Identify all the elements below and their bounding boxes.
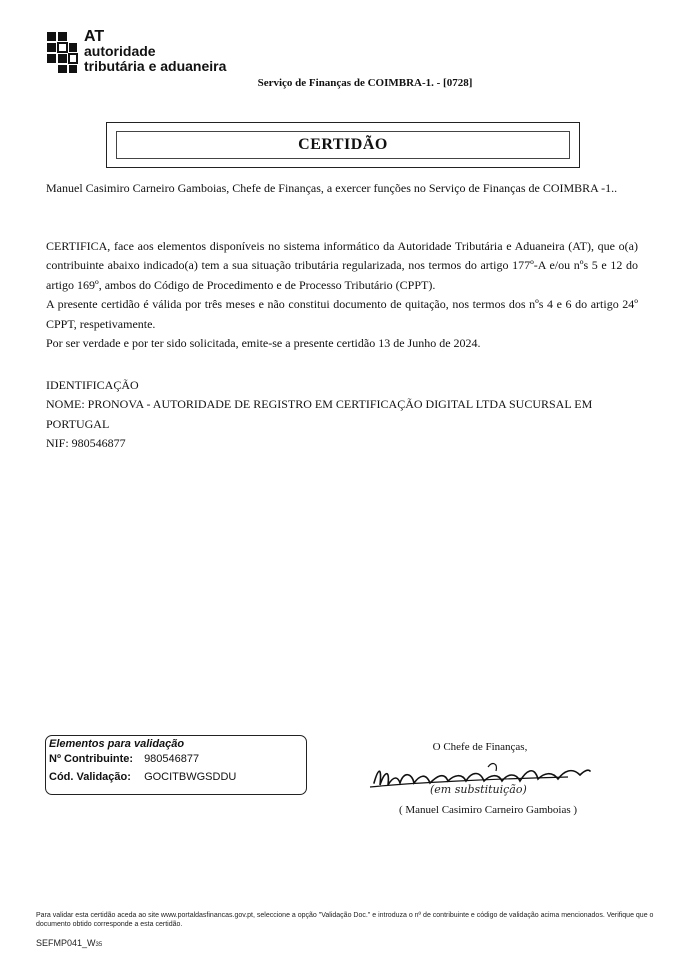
- validade-text: A presente certidão é válida por três meses e não constitui documento de quitação, nos termos dos nºs 4 e 6 do artigo 24º CPPT, respetivamente.: [46, 297, 638, 331]
- form-code: [36, 938, 102, 948]
- title-inner-frame: [116, 131, 570, 159]
- validation-contribuinte-row: [49, 753, 199, 765]
- at-logo: [46, 30, 296, 78]
- footer-validation-note: Para validar esta certidão aceda ao site www.portaldasfinancas.gov.pt, seleccione a opção "Validação Doc." e introduza o nº de contribuinte e código de validação acima mencionados. Verifique que o documento obtido corresponde a esta certidão.: [36, 912, 654, 928]
- logo-line-2: tributária e aduaneira: [84, 58, 227, 74]
- service-office: Serviço de Finanças de COIMBRA-1. - [0728]: [257, 77, 473, 89]
- logo-at-text: AT: [84, 28, 105, 45]
- codigo-value: GOCITBWGSDDU: [144, 771, 237, 783]
- validation-box: [45, 735, 307, 795]
- contribuinte-value: 980546877: [144, 753, 200, 765]
- certification-block: [46, 237, 638, 353]
- form-code-suffix: 35: [95, 942, 103, 948]
- certifica-text: CERTIFICA, face aos elementos disponíveis no sistema informático da Autoridade Tributária e Aduaneira (AT), que o(a) contribuinte abaixo indicado(a) tem a sua situação tributária regularizada, nos termos do artigo 177º-A e/ou nºs 5 e 12 do artigo 169º, ambos do Código de Procedimento e de Processo Tributário (CPPT).: [46, 239, 638, 292]
- validation-title: Elementos para validação: [49, 738, 185, 750]
- title-box: [106, 122, 580, 168]
- form-code-main: SEFMP041_W: [36, 938, 96, 948]
- identification-block: [46, 376, 638, 454]
- chefe-name: ( Manuel Casimiro Carneiro Gamboias ): [398, 804, 578, 816]
- emissao-text: Por ser verdade e por ter sido solicitada, emite-se a presente certidão 13 de Junho de 2024.: [46, 336, 481, 351]
- substitution-note: (em substituição): [430, 783, 527, 796]
- chefe-title: O Chefe de Finanças,: [432, 741, 528, 753]
- at-emblem-icon: [46, 30, 78, 74]
- logo-line-1: autoridade: [84, 43, 156, 59]
- contribuinte-label: Nº Contribuinte:: [49, 753, 134, 765]
- identificacao-nome: NOME: PRONOVA - AUTORIDADE DE REGISTRO EM CERTIFICAÇÃO DIGITAL LTDA SUCURSAL EM PORTUGAL: [46, 397, 593, 431]
- codigo-label: Cód. Validação:: [49, 771, 131, 783]
- identificacao-heading: IDENTIFICAÇÃO: [46, 378, 139, 392]
- identificacao-nif: NIF: 980546877: [46, 436, 126, 451]
- document-title: CERTIDÃO: [298, 136, 388, 153]
- intro-paragraph: [46, 179, 638, 198]
- validation-code-row: [49, 771, 236, 783]
- intro-text: Manuel Casimiro Carneiro Gamboias, Chefe de Finanças, a exercer funções no Serviço de Finanças de COIMBRA -1..: [46, 181, 618, 195]
